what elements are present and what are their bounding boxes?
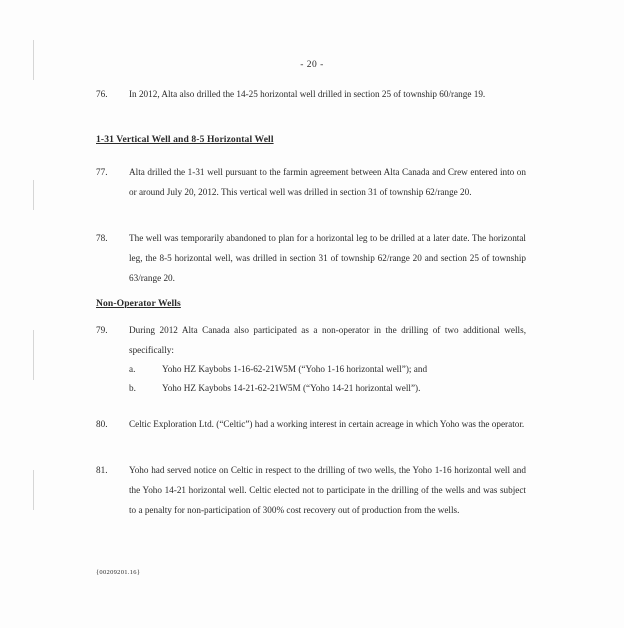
- paragraph-text: In 2012, Alta also drilled the 14-25 horizontal well drilled in section 25 of township 60/range 19.: [129, 89, 486, 99]
- page-number: - 20 -: [300, 60, 324, 70]
- section-heading-vertical-well: 1-31 Vertical Well and 8-5 Horizontal Well: [96, 134, 274, 145]
- paragraph-number: 81.: [96, 465, 108, 475]
- list-item-text: Yoho HZ Kaybobs 1-16-62-21W5M (“Yoho 1-16 horizontal well”); and: [162, 364, 428, 374]
- paragraph-text: Celtic Exploration Ltd. (“Celtic”) had a working interest in certain acreage in which Yoho was the operator.: [129, 419, 525, 429]
- paragraph-78: [96, 228, 526, 288]
- paragraph-text: Alta drilled the 1-31 well pursuant to the farmin agreement between Alta Canada and Crew entered into on or around July 20, 2012. This vertical well was drilled in section 31 of township 62/range 20.: [129, 167, 526, 197]
- paragraph-number: 79.: [96, 325, 108, 335]
- paragraph-76: [96, 84, 526, 104]
- section-heading-non-operator-wells: Non-Operator Wells: [96, 298, 181, 309]
- list-item-a: [129, 362, 427, 376]
- paragraph-text: The well was temporarily abandoned to plan for a horizontal leg to be drilled at a later date. The horizontal leg, the 8-5 horizontal well, was drilled in section 31 of township 62/range 20 and section 25 of township 63/range 20.: [129, 233, 526, 283]
- document-reference: {00209201.16}: [96, 569, 141, 576]
- paragraph-number: 76.: [96, 89, 108, 99]
- paragraph-79: [96, 320, 526, 360]
- list-item-text: Yoho HZ Kaybobs 14-21-62-21W5M (“Yoho 14-21 horizontal well”).: [162, 383, 421, 393]
- paragraph-text: Yoho had served notice on Celtic in respect to the drilling of two wells, the Yoho 1-16 horizontal well and the Yoho 14-21 horizontal well. Celtic elected not to participate in the drilling of the wells and was subject to a penalty for non-participation of 300% cost recovery out of production from the wells.: [129, 465, 526, 515]
- paragraph-81: [96, 460, 526, 520]
- list-item-letter: a.: [129, 364, 136, 374]
- scan-mark: [33, 180, 34, 210]
- paragraph-number: 80.: [96, 419, 108, 429]
- paragraph-text: During 2012 Alta Canada also participated as a non-operator in the drilling of two additional wells, specifically:: [129, 325, 526, 355]
- list-item-letter: b.: [129, 383, 136, 393]
- paragraph-number: 78.: [96, 233, 108, 243]
- scan-mark: [33, 330, 34, 380]
- paragraph-77: [96, 162, 526, 202]
- paragraph-80: [96, 414, 526, 434]
- list-item-b: [129, 381, 420, 395]
- paragraph-number: 77.: [96, 167, 108, 177]
- scan-mark: [33, 470, 34, 510]
